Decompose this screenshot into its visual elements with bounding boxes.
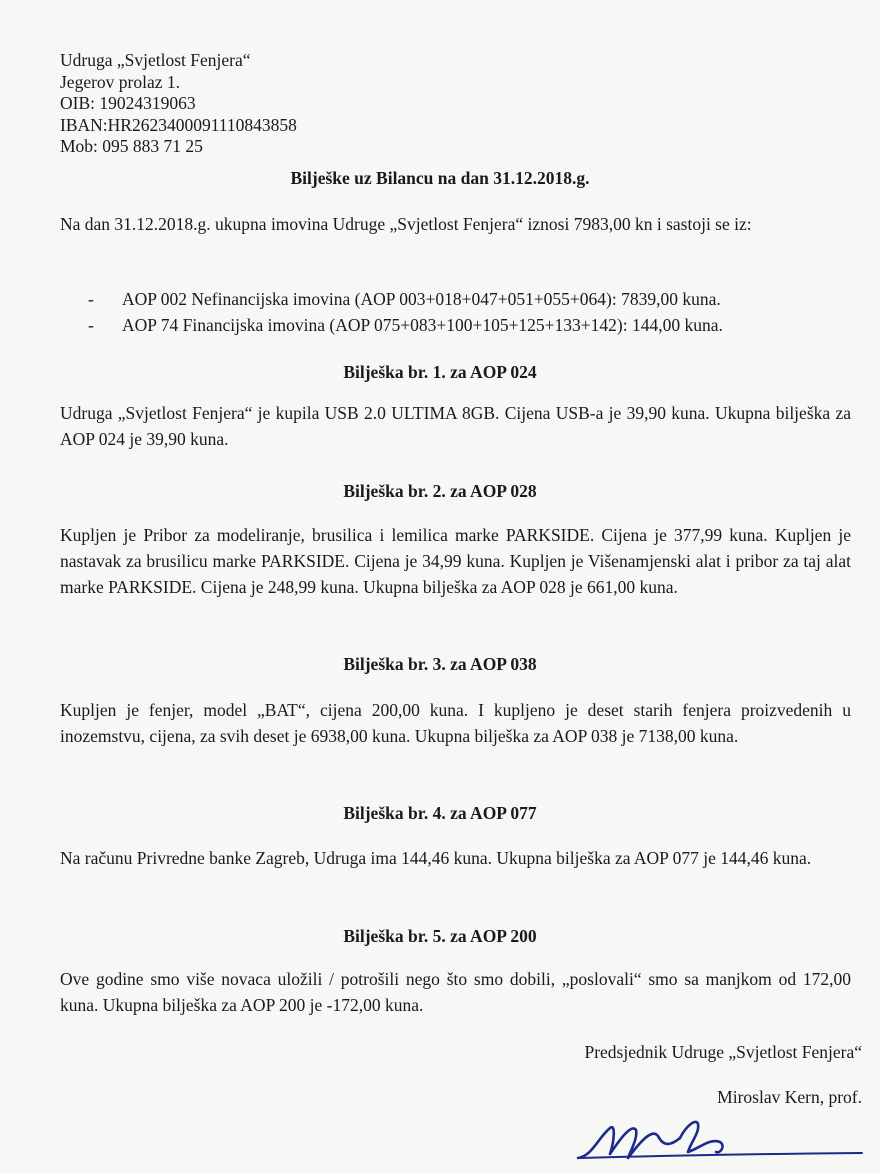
note-2-text: Kupljen je Pribor za modeliranje, brusilica i lemilica marke PARKSIDE. Cijena je 377,99 kuna. Kupljen je nastavak za brusilicu marke PARKSIDE. Cijena je 34,99 kuna. Kupljen je Višenamjenski alat i pribor za taj alat marke PARKSIDE. Cijena je 248,99 kuna. Ukupna bilješka za AOP 028 je 661,00 kuna. [60, 525, 851, 597]
signatory-name: Miroslav Kern, prof. [717, 1087, 862, 1107]
handwritten-signature [570, 1108, 870, 1168]
list-item-text: AOP 74 Financijska imovina (AOP 075+083+100+105+125+133+142): 144,00 kuna. [122, 315, 723, 335]
note-4-heading: Bilješka br. 4. za AOP 077 [343, 803, 537, 823]
intro-paragraph: Na dan 31.12.2018.g. ukupna imovina Udruge „Svjetlost Fenjera“ iznosi 7983,00 kn i sastoji se iz: [60, 214, 752, 234]
list-item-text: AOP 002 Nefinancijska imovina (AOP 003+018+047+051+055+064): 7839,00 kuna. [122, 289, 721, 309]
asset-list [88, 286, 723, 338]
signatory-role: Predsjednik Udruge „Svjetlost Fenjera“ [584, 1042, 862, 1062]
org-oib: OIB: 19024319063 [60, 93, 196, 113]
note-1-text: Udruga „Svjetlost Fenjera“ je kupila USB 2.0 ULTIMA 8GB. Cijena USB-a je 39,90 kuna. Ukupna bilješka za AOP 024 je 39,90 kuna. [60, 403, 851, 449]
list-item [88, 286, 723, 312]
org-mobile: Mob: 095 883 71 25 [60, 136, 203, 156]
note-5-text: Ove godine smo više novaca uložili / potrošili nego što smo dobili, „poslovali“ smo sa manjkom od 172,00 kuna. Ukupna bilješka za AOP 200 je -172,00 kuna. [60, 969, 851, 1015]
note-3-text: Kupljen je fenjer, model „BAT“, cijena 200,00 kuna. I kupljeno je deset starih fenjera proizvedenih u inozemstvu, cijena, za svih deset je 6938,00 kuna. Ukupna bilješka za AOP 038 je 7138,00 kuna. [60, 700, 851, 746]
note-5-heading: Bilješka br. 5. za AOP 200 [343, 926, 537, 946]
dash-bullet: - [88, 289, 94, 309]
note-1-heading: Bilješka br. 1. za AOP 024 [343, 362, 537, 382]
dash-bullet: - [88, 315, 94, 335]
list-item [88, 312, 723, 338]
note-2-heading: Bilješka br. 2. za AOP 028 [343, 481, 537, 501]
org-name: Udruga „Svjetlost Fenjera“ [60, 50, 251, 70]
note-4-text: Na računu Privredne banke Zagreb, Udruga ima 144,46 kuna. Ukupna bilješka za AOP 077 je 144,46 kuna. [60, 848, 812, 868]
letterhead [60, 50, 297, 158]
org-address: Jegerov prolaz 1. [60, 71, 181, 92]
note-3-heading: Bilješka br. 3. za AOP 038 [343, 654, 537, 674]
document-title: Bilješke uz Bilancu na dan 31.12.2018.g. [290, 168, 590, 188]
org-iban: IBAN:HR2623400091110843858 [60, 114, 297, 135]
